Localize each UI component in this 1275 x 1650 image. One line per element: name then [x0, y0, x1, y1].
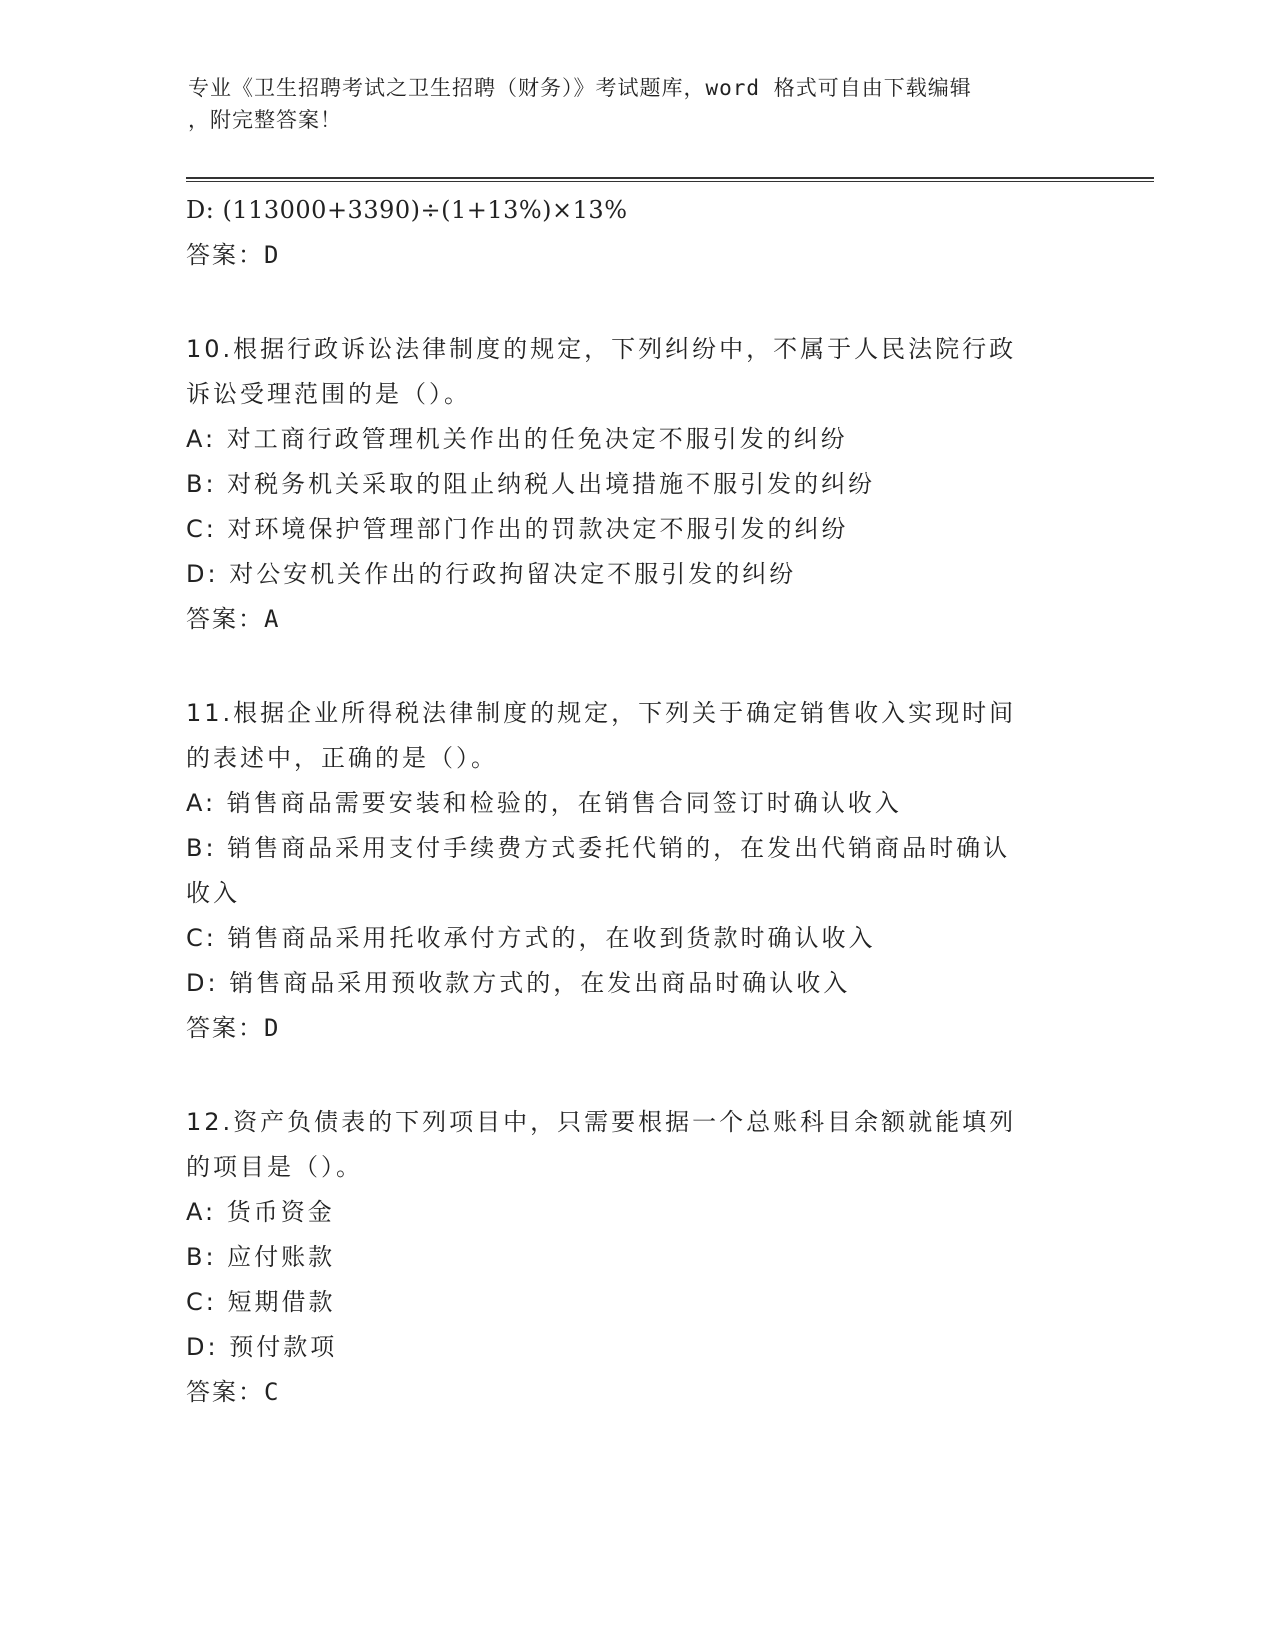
document-body	[186, 188, 1086, 1415]
question-11	[186, 691, 1086, 1051]
option-c: C: 销售商品采用托收承付方式的，在收到货款时确认收入	[186, 924, 876, 952]
answer-label: 答案：	[186, 1014, 264, 1042]
option-d: D: (113000+3390)÷(1+13%)×13%	[186, 196, 628, 224]
question-stem: 12.资产负债表的下列项目中，只需要根据一个总账科目余额就能填列	[186, 1108, 1017, 1136]
option-d: D: 销售商品采用预收款方式的，在发出商品时确认收入	[186, 969, 851, 997]
option-c: C: 短期借款	[186, 1288, 336, 1316]
prev-question-tail	[186, 188, 1086, 278]
answer-line	[186, 233, 1086, 278]
option-a: A: 对工商行政管理机关作出的任免决定不服引发的纠纷	[186, 425, 848, 453]
option-b: B: 应付账款	[186, 1243, 336, 1271]
option-a: A: 销售商品需要安装和检验的，在销售合同签订时确认收入	[186, 789, 902, 817]
header-divider	[186, 177, 1154, 182]
answer-value: D	[264, 241, 279, 269]
option-a: A: 货币资金	[186, 1198, 335, 1226]
option-c: C: 对环境保护管理部门作出的罚款决定不服引发的纠纷	[186, 515, 849, 543]
question-stem: 诉讼受理范围的是（）。	[186, 380, 471, 408]
answer-value: C	[264, 1378, 279, 1406]
question-stem: 的表述中，正确的是（）。	[186, 744, 498, 772]
spacer	[186, 278, 1086, 327]
option-b: B: 销售商品采用支付手续费方式委托代销的，在发出代销商品时确认	[186, 834, 1011, 862]
option-d: D: 对公安机关作出的行政拘留决定不服引发的纠纷	[186, 560, 797, 588]
answer-line	[186, 1006, 1086, 1051]
answer-line	[186, 1370, 1086, 1415]
question-stem: 的项目是（）。	[186, 1153, 363, 1181]
option-d: D: 预付款项	[186, 1333, 338, 1361]
spacer	[186, 1051, 1086, 1100]
answer-label: 答案：	[186, 1378, 264, 1406]
question-10	[186, 327, 1086, 642]
spacer	[186, 642, 1086, 691]
answer-value: A	[264, 605, 279, 633]
answer-line	[186, 597, 1086, 642]
header-title-line-2: ，附完整答案！	[188, 108, 342, 132]
header-title-line-1: 专业《卫生招聘考试之卫生招聘（财务）》考试题库，word 格式可自由下载编辑	[188, 76, 972, 100]
question-stem: 11.根据企业所得税法律制度的规定，下列关于确定销售收入实现时间	[186, 699, 1017, 727]
answer-label: 答案：	[186, 241, 264, 269]
question-12	[186, 1100, 1086, 1415]
option-b: B: 对税务机关采取的阻止纳税人出境措施不服引发的纠纷	[186, 470, 876, 498]
answer-value: D	[264, 1014, 279, 1042]
answer-label: 答案：	[186, 605, 264, 633]
option-b-continued: 收入	[186, 879, 240, 907]
question-stem: 10.根据行政诉讼法律制度的规定，下列纠纷中，不属于人民法院行政	[186, 335, 1017, 363]
page-header	[188, 72, 1068, 136]
